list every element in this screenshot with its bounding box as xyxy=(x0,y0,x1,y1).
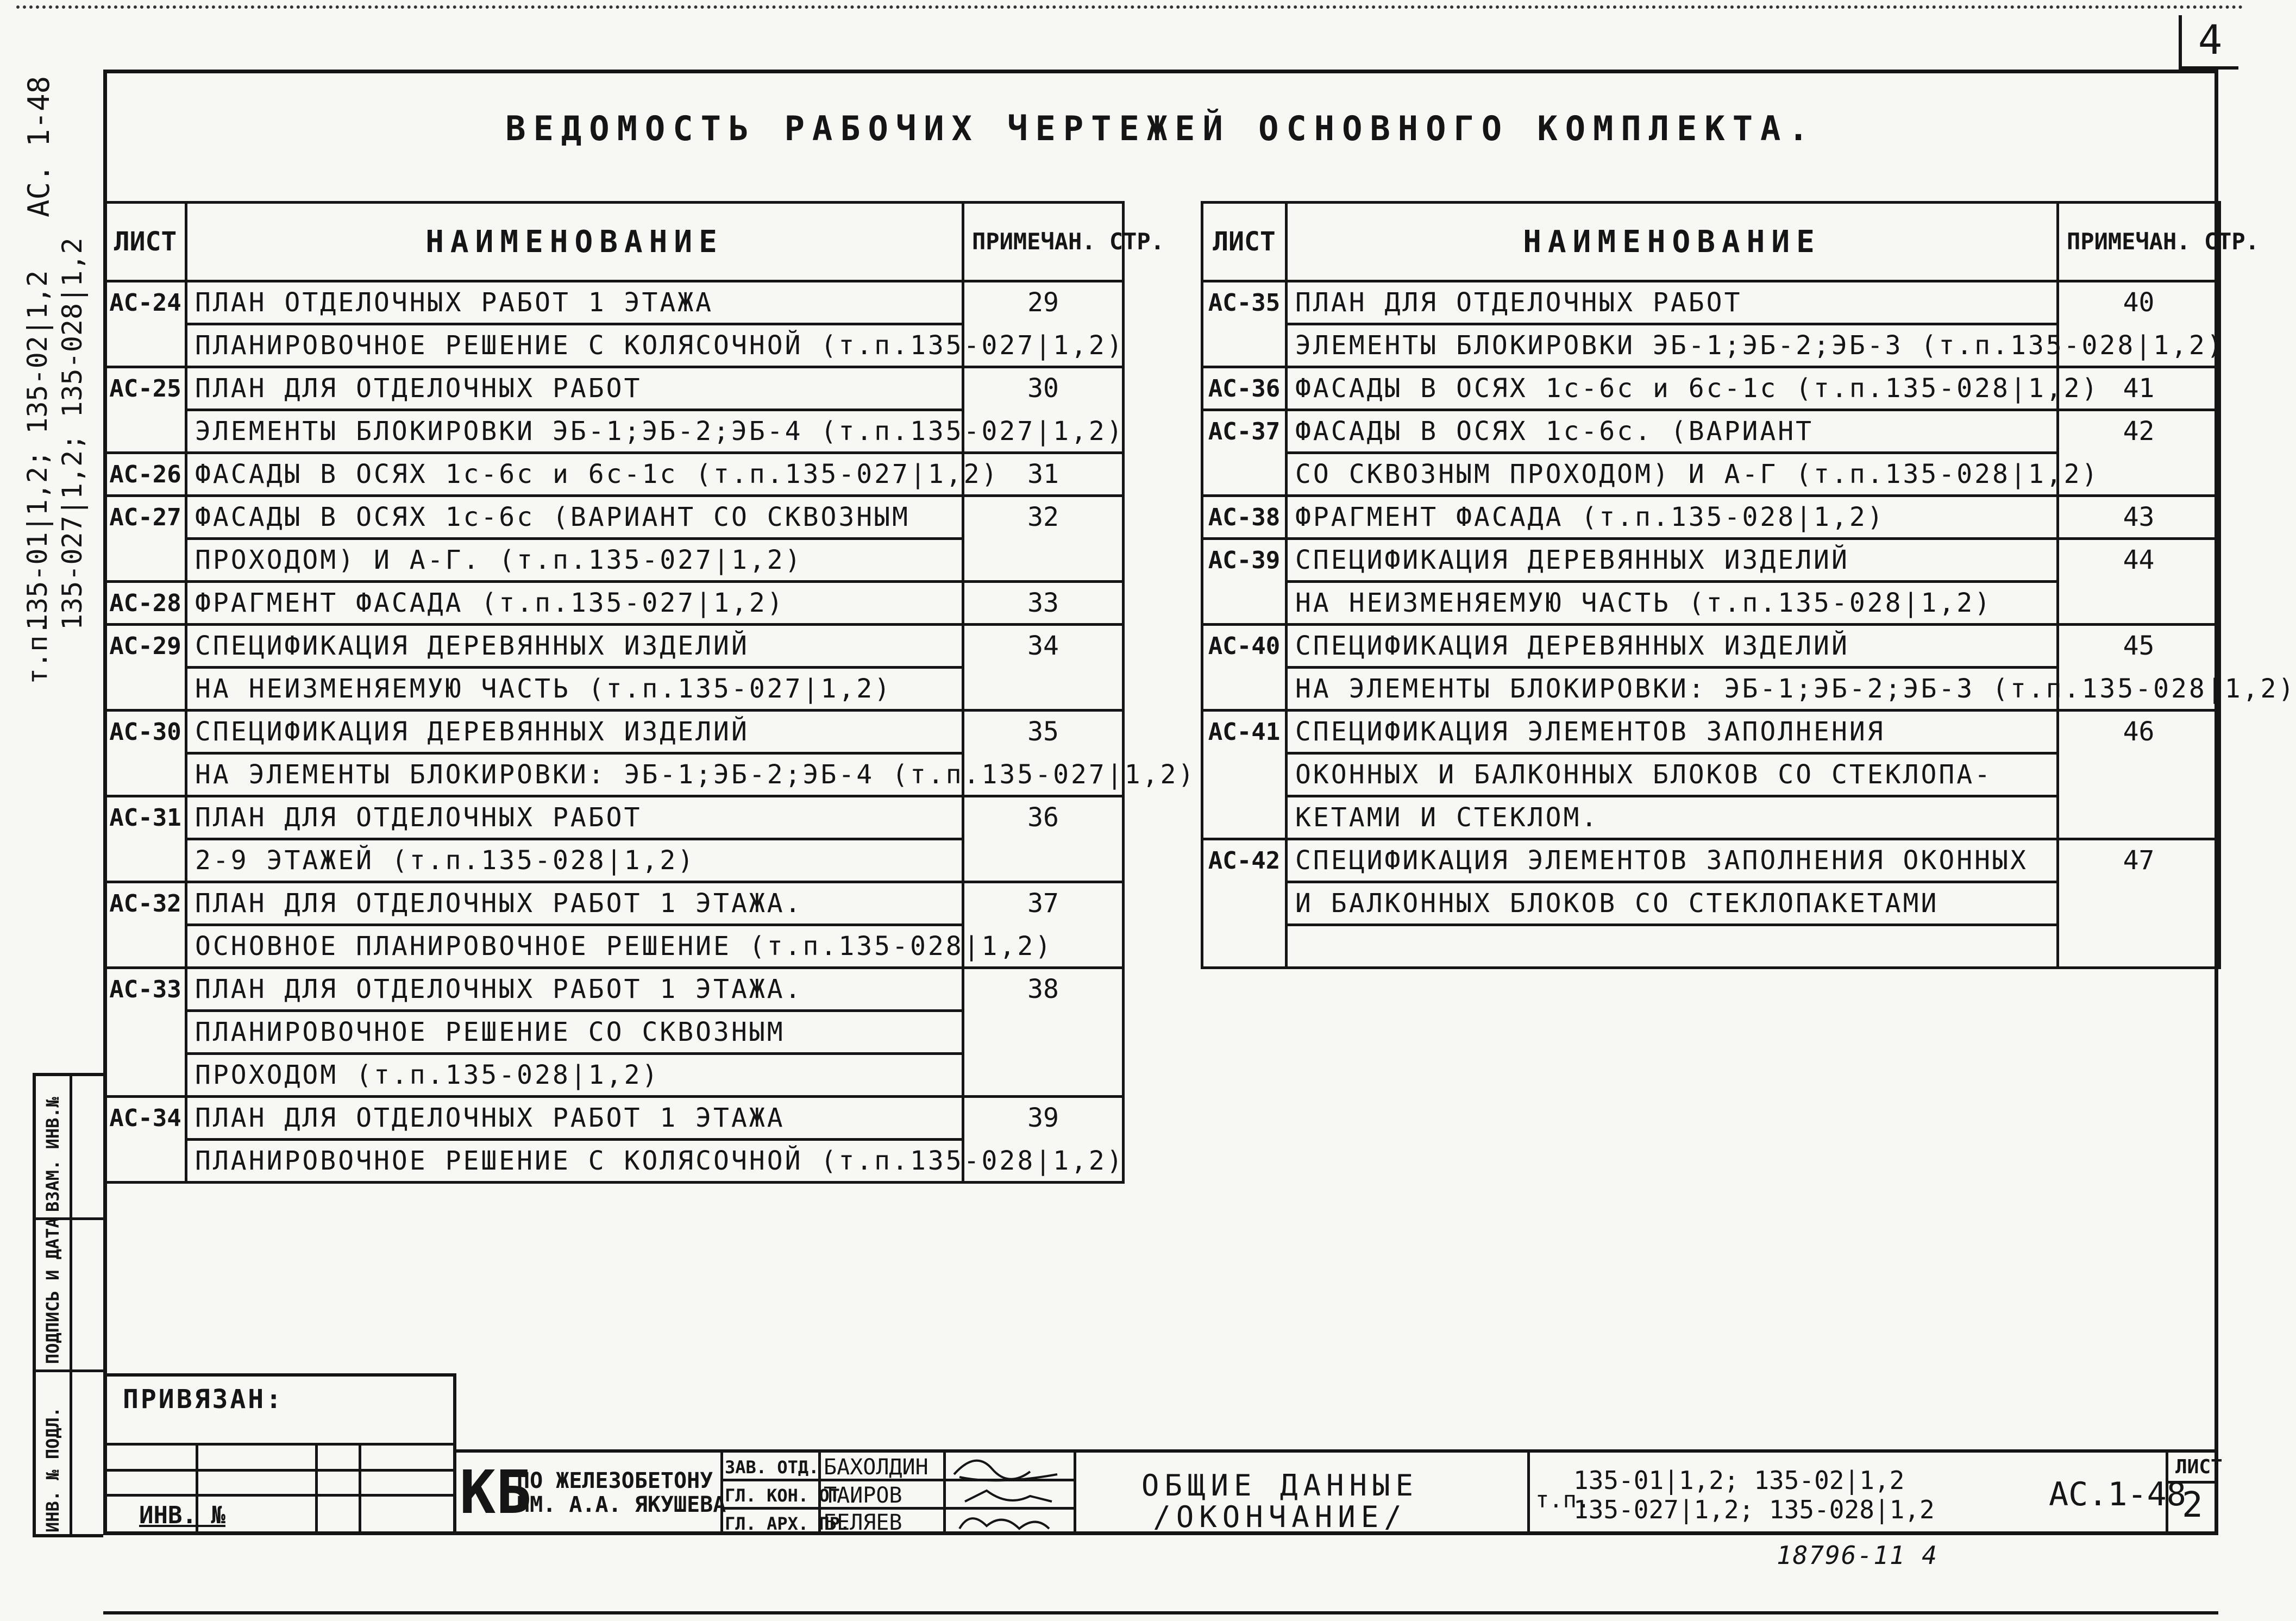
table-row xyxy=(1202,539,2220,582)
archive-number: 18796-11 4 xyxy=(1777,1541,1938,1570)
sheet-code-cell: АС-29 xyxy=(105,625,186,668)
page-number-cell: 36 xyxy=(963,796,1124,839)
table-row xyxy=(105,582,1124,625)
page-number-cell xyxy=(963,839,1124,882)
page-number-cell xyxy=(2058,582,2220,625)
inventory-number-label: ИНВ. № xyxy=(139,1501,225,1529)
table-row xyxy=(105,1140,1124,1183)
sheet-code-cell xyxy=(105,1054,186,1097)
person-chief-engineer: ТАИРОВ xyxy=(824,1483,902,1508)
table-row xyxy=(105,625,1124,668)
drawing-name-cell: ПЛАНИРОВОЧНОЕ РЕШЕНИЕ С КОЛЯСОЧНОЙ (т.п.135-028|1,2) xyxy=(186,1140,963,1183)
sheet-code-cell xyxy=(105,410,186,453)
page-number-cell xyxy=(2058,925,2220,968)
bottom-border xyxy=(103,1611,2218,1614)
table-row xyxy=(1202,496,2220,539)
page-number-cell: 33 xyxy=(963,582,1124,625)
table-row xyxy=(105,453,1124,496)
drawing-name-cell: ПЛАН ДЛЯ ОТДЕЛОЧНЫХ РАБОТ xyxy=(1287,281,2058,324)
page-number-cell xyxy=(2058,753,2220,796)
col-header-name: НАИМЕНОВАНИЕ xyxy=(186,203,963,281)
table-row xyxy=(105,839,1124,882)
drawing-name-cell: ПРОХОДОМ) И А-Г. (т.п.135-027|1,2) xyxy=(186,539,963,582)
sheet-code-cell: АС-37 xyxy=(1202,410,1287,453)
page-number-cell xyxy=(2058,882,2220,925)
page-number-cell xyxy=(963,1054,1124,1097)
sheet-code-cell xyxy=(105,839,186,882)
page-number-cell: 29 xyxy=(963,281,1124,324)
drawing-name-cell: ЭЛЕМЕНТЫ БЛОКИРОВКИ ЭБ-1;ЭБ-2;ЭБ-3 (т.п.135-028|1,2) xyxy=(1287,324,2058,367)
table-row xyxy=(1202,882,2220,925)
table-row xyxy=(105,968,1124,1011)
side-tp-label: т.п. xyxy=(22,619,53,684)
drawing-name-cell: ФРАГМЕНТ ФАСАДА (т.п.135-027|1,2) xyxy=(186,582,963,625)
page-number-cell: 41 xyxy=(2058,367,2220,410)
table-row xyxy=(105,324,1124,367)
table-row xyxy=(105,539,1124,582)
org-name-line1: ПО ЖЕЛЕЗОБЕТОНУ xyxy=(517,1468,713,1493)
stamp-replace-inv: ВЗАМ. ИНВ.№ xyxy=(42,1097,63,1212)
drawing-name-cell: НА ЭЛЕМЕНТЫ БЛОКИРОВКИ: ЭБ-1;ЭБ-2;ЭБ-4 (т.п.135-027|1,2) xyxy=(186,753,963,796)
page-number-cell: 46 xyxy=(2058,711,2220,753)
sheet-code-cell: АС-28 xyxy=(105,582,186,625)
sheet-code-cell: АС-25 xyxy=(105,367,186,410)
col-header-note: ПРИМЕЧАН. СТР. xyxy=(2058,203,2220,281)
sheet-code-cell xyxy=(105,1140,186,1183)
table-row xyxy=(1202,668,2220,711)
person-chief-architect: БЕЛЯЕВ xyxy=(824,1510,902,1535)
sheet-code-cell: АС-32 xyxy=(105,882,186,925)
sheet-code-cell: АС-42 xyxy=(1202,839,1287,882)
table-row xyxy=(1202,711,2220,753)
sheet-code-cell: АС-40 xyxy=(1202,625,1287,668)
table-row xyxy=(1202,839,2220,882)
table-row xyxy=(105,796,1124,839)
role-head-dept: ЗАВ. ОТД. xyxy=(725,1457,819,1478)
col-header-sheet: ЛИСТ xyxy=(1202,203,1287,281)
col-header-name: НАИМЕНОВАНИЕ xyxy=(1287,203,2058,281)
sheet-code-cell xyxy=(105,1011,186,1054)
sheet-code-cell: АС-24 xyxy=(105,281,186,324)
page-number-cell: 40 xyxy=(2058,281,2220,324)
page-number-cell: 38 xyxy=(963,968,1124,1011)
drawing-name-cell: СО СКВОЗНЫМ ПРОХОДОМ) И А-Г (т.п.135-028|1,2) xyxy=(1287,453,2058,496)
top-dotted-border xyxy=(16,5,2244,11)
table-row xyxy=(1202,324,2220,367)
table-row xyxy=(1202,453,2220,496)
drawing-name-cell: ОКОННЫХ И БАЛКОННЫХ БЛОКОВ СО СТЕКЛОПА- xyxy=(1287,753,2058,796)
table-row xyxy=(105,281,1124,324)
table-row xyxy=(105,753,1124,796)
sheet-code-cell xyxy=(1202,753,1287,796)
org-name xyxy=(517,1469,726,1517)
document-title-line2: /ОКОНЧАНИЕ/ xyxy=(1153,1500,1407,1534)
signatures-image xyxy=(943,1453,1074,1534)
table-row xyxy=(105,496,1124,539)
sheet-code-cell xyxy=(1202,882,1287,925)
drawing-name-cell: СПЕЦИФИКАЦИЯ ДЕРЕВЯННЫХ ИЗДЕЛИЙ xyxy=(186,711,963,753)
col-header-sheet: ЛИСТ xyxy=(105,203,186,281)
sheet-code-cell xyxy=(105,324,186,367)
table-row xyxy=(105,925,1124,968)
page-number-cell: 44 xyxy=(2058,539,2220,582)
stamp-inv-original: ИНВ. № ПОДЛ. xyxy=(42,1406,63,1532)
table-row xyxy=(1202,625,2220,668)
drawing-name-cell: СПЕЦИФИКАЦИЯ ДЕРЕВЯННЫХ ИЗДЕЛИЙ xyxy=(186,625,963,668)
project-numbers-2: 135-027|1,2; 135-028|1,2 xyxy=(1573,1495,1935,1524)
drawing-name-cell xyxy=(1287,925,2058,968)
drawing-name-cell: СПЕЦИФИКАЦИЯ ДЕРЕВЯННЫХ ИЗДЕЛИЙ xyxy=(1287,539,2058,582)
col-header-note: ПРИМЕЧАН. СТР. xyxy=(963,203,1124,281)
sheet-code-cell xyxy=(105,925,186,968)
document-title xyxy=(1112,1470,1448,1533)
sheet-code-cell: АС-31 xyxy=(105,796,186,839)
drawing-name-cell: ЭЛЕМЕНТЫ БЛОКИРОВКИ ЭБ-1;ЭБ-2;ЭБ-4 (т.п.135-027|1,2) xyxy=(186,410,963,453)
title-block xyxy=(454,1449,2223,1535)
table-row xyxy=(1202,796,2220,839)
sheet-code-cell: АС-39 xyxy=(1202,539,1287,582)
sheet-code-cell: АС-34 xyxy=(105,1097,186,1140)
stamp-signature-date: ПОДПИСЬ И ДАТА xyxy=(42,1217,63,1364)
sheet-code-cell xyxy=(1202,796,1287,839)
sheet-code-cell xyxy=(105,753,186,796)
sheet-code-cell: АС-35 xyxy=(1202,281,1287,324)
table-row xyxy=(105,1011,1124,1054)
drawing-name-cell: ФРАГМЕНТ ФАСАДА (т.п.135-028|1,2) xyxy=(1287,496,2058,539)
sheet-code-cell xyxy=(1202,925,1287,968)
page-number-cell: 37 xyxy=(963,882,1124,925)
drawing-name-cell: ПЛАН ОТДЕЛОЧНЫХ РАБОТ 1 ЭТАЖА xyxy=(186,281,963,324)
drawing-name-cell: ФАСАДЫ В ОСЯХ 1с-6с (ВАРИАНТ СО СКВОЗНЫМ xyxy=(186,496,963,539)
page-number-cell: 39 xyxy=(963,1097,1124,1140)
sheet-number: 2 xyxy=(2182,1485,2203,1525)
page-number-cell: 30 xyxy=(963,367,1124,410)
table-row xyxy=(1202,582,2220,625)
drawing-name-cell: НА НЕИЗМЕНЯЕМУЮ ЧАСТЬ (т.п.135-027|1,2) xyxy=(186,668,963,711)
sheet-code-cell: АС-38 xyxy=(1202,496,1287,539)
document-code: АС.1-48 xyxy=(2049,1475,2186,1513)
sheet-label: ЛИСТ xyxy=(2175,1456,2223,1478)
table-row xyxy=(105,410,1124,453)
drawing-name-cell: ФАСАДЫ В ОСЯХ 1с-6с. (ВАРИАНТ xyxy=(1287,410,2058,453)
binding-block xyxy=(103,1373,456,1535)
table-row xyxy=(105,882,1124,925)
drawing-name-cell: ОСНОВНОЕ ПЛАНИРОВОЧНОЕ РЕШЕНИЕ (т.п.135-028|1,2) xyxy=(186,925,963,968)
project-numbers-1: 135-01|1,2; 135-02|1,2 xyxy=(1573,1466,1905,1495)
sheet-code-cell: АС-36 xyxy=(1202,367,1287,410)
drawing-name-cell: СПЕЦИФИКАЦИЯ ДЕРЕВЯННЫХ ИЗДЕЛИЙ xyxy=(1287,625,2058,668)
page-number-cell: 43 xyxy=(2058,496,2220,539)
page-number-cell: 35 xyxy=(963,711,1124,753)
page-number-cell xyxy=(963,668,1124,711)
person-head-dept: БАХОЛДИН xyxy=(824,1455,929,1480)
sheet-code-cell xyxy=(1202,668,1287,711)
role-chief-architect: ГЛ. АРХ. ПР. xyxy=(725,1513,851,1534)
sheet-code-cell xyxy=(105,539,186,582)
binding-label: ПРИВЯЗАН: xyxy=(123,1384,284,1415)
drawing-name-cell: 2-9 ЭТАЖЕЙ (т.п.135-028|1,2) xyxy=(186,839,963,882)
drawing-name-cell: ФАСАДЫ В ОСЯХ 1с-6с и 6с-1с (т.п.135-028|1,2) xyxy=(1287,367,2058,410)
sheet-code-cell xyxy=(1202,324,1287,367)
page-number-cell: 42 xyxy=(2058,410,2220,453)
drawing-name-cell: ПЛАН ДЛЯ ОТДЕЛОЧНЫХ РАБОТ 1 ЭТАЖА. xyxy=(186,882,963,925)
drawing-name-cell: СПЕЦИФИКАЦИЯ ЭЛЕМЕНТОВ ЗАПОЛНЕНИЯ xyxy=(1287,711,2058,753)
sheet-code-cell: АС-30 xyxy=(105,711,186,753)
page-title: ВЕДОМОСТЬ РАБОЧИХ ЧЕРТЕЖЕЙ ОСНОВНОГО КОМПЛЕКТА. xyxy=(505,109,1816,148)
project-label: т.п. xyxy=(1535,1486,1591,1513)
drawing-name-cell: ФАСАДЫ В ОСЯХ 1с-6с и 6с-1с (т.п.135-027|1,2) xyxy=(186,453,963,496)
sheet-code-cell xyxy=(1202,582,1287,625)
right-drawing-list xyxy=(1201,201,2296,969)
drawing-name-cell: НА ЭЛЕМЕНТЫ БЛОКИРОВКИ: ЭБ-1;ЭБ-2;ЭБ-3 (т.п.135-028|1,2) xyxy=(1287,668,2058,711)
sheet-corner-number: 4 xyxy=(2179,15,2238,70)
left-stamp-column xyxy=(33,1073,103,1537)
table-row xyxy=(105,711,1124,753)
sheet-code-cell: АС-26 xyxy=(105,453,186,496)
drawing-name-cell: ПЛАН ДЛЯ ОТДЕЛОЧНЫХ РАБОТ 1 ЭТАЖА. xyxy=(186,968,963,1011)
drawing-name-cell: И БАЛКОННЫХ БЛОКОВ СО СТЕКЛОПАКЕТАМИ xyxy=(1287,882,2058,925)
sheet-code-cell: АС-27 xyxy=(105,496,186,539)
page-number-cell: 31 xyxy=(963,453,1124,496)
document-title-line1: ОБЩИЕ ДАННЫЕ xyxy=(1141,1468,1419,1503)
table-row xyxy=(1202,925,2220,968)
table-row xyxy=(105,1097,1124,1140)
drawing-name-cell: ПЛАН ДЛЯ ОТДЕЛОЧНЫХ РАБОТ 1 ЭТАЖА xyxy=(186,1097,963,1140)
table-row xyxy=(1202,281,2220,324)
page-number-cell: 47 xyxy=(2058,839,2220,882)
page-number-cell xyxy=(963,539,1124,582)
table-row xyxy=(1202,753,2220,796)
sheet-code-cell xyxy=(1202,453,1287,496)
table-row xyxy=(1202,367,2220,410)
drawing-name-cell: ПЛАНИРОВОЧНОЕ РЕШЕНИЕ СО СКВОЗНЫМ xyxy=(186,1011,963,1054)
drawing-name-cell: НА НЕИЗМЕНЯЕМУЮ ЧАСТЬ (т.п.135-028|1,2) xyxy=(1287,582,2058,625)
table-row xyxy=(1202,410,2220,453)
org-logo: КБ xyxy=(460,1457,532,1527)
drawing-name-cell: ПРОХОДОМ (т.п.135-028|1,2) xyxy=(186,1054,963,1097)
side-project-numbers xyxy=(16,237,92,684)
org-name-line2: ИМ. А.А. ЯКУШЕВА xyxy=(517,1492,726,1517)
side-code: АС. 1-48 xyxy=(22,76,56,217)
page-number-cell xyxy=(963,1011,1124,1054)
table-row xyxy=(105,1054,1124,1097)
left-drawing-list xyxy=(103,201,1196,1184)
drawing-name-cell: КЕТАМИ И СТЕКЛОМ. xyxy=(1287,796,2058,839)
drawing-name-cell: ПЛАНИРОВОЧНОЕ РЕШЕНИЕ С КОЛЯСОЧНОЙ (т.п.135-027|1,2) xyxy=(186,324,963,367)
table-row xyxy=(105,668,1124,711)
drawing-name-cell: СПЕЦИФИКАЦИЯ ЭЛЕМЕНТОВ ЗАПОЛНЕНИЯ ОКОННЫХ xyxy=(1287,839,2058,882)
drawing-name-cell: ПЛАН ДЛЯ ОТДЕЛОЧНЫХ РАБОТ xyxy=(186,796,963,839)
role-chief-engineer: ГЛ. КОН. ОТ xyxy=(725,1485,840,1506)
page-number-cell: 45 xyxy=(2058,625,2220,668)
table-row xyxy=(105,367,1124,410)
page-number-cell xyxy=(2058,796,2220,839)
page-number-cell: 32 xyxy=(963,496,1124,539)
side-tp-line1: 135-01|1,2; 135-02|1,2 xyxy=(22,270,53,630)
page-number-cell: 34 xyxy=(963,625,1124,668)
sheet-code-cell: АС-41 xyxy=(1202,711,1287,753)
sheet-code-cell xyxy=(105,668,186,711)
side-tp-line2: 135-027|1,2; 135-028|1,2 xyxy=(57,237,88,630)
drawing-name-cell: ПЛАН ДЛЯ ОТДЕЛОЧНЫХ РАБОТ xyxy=(186,367,963,410)
sheet-code-cell: АС-33 xyxy=(105,968,186,1011)
